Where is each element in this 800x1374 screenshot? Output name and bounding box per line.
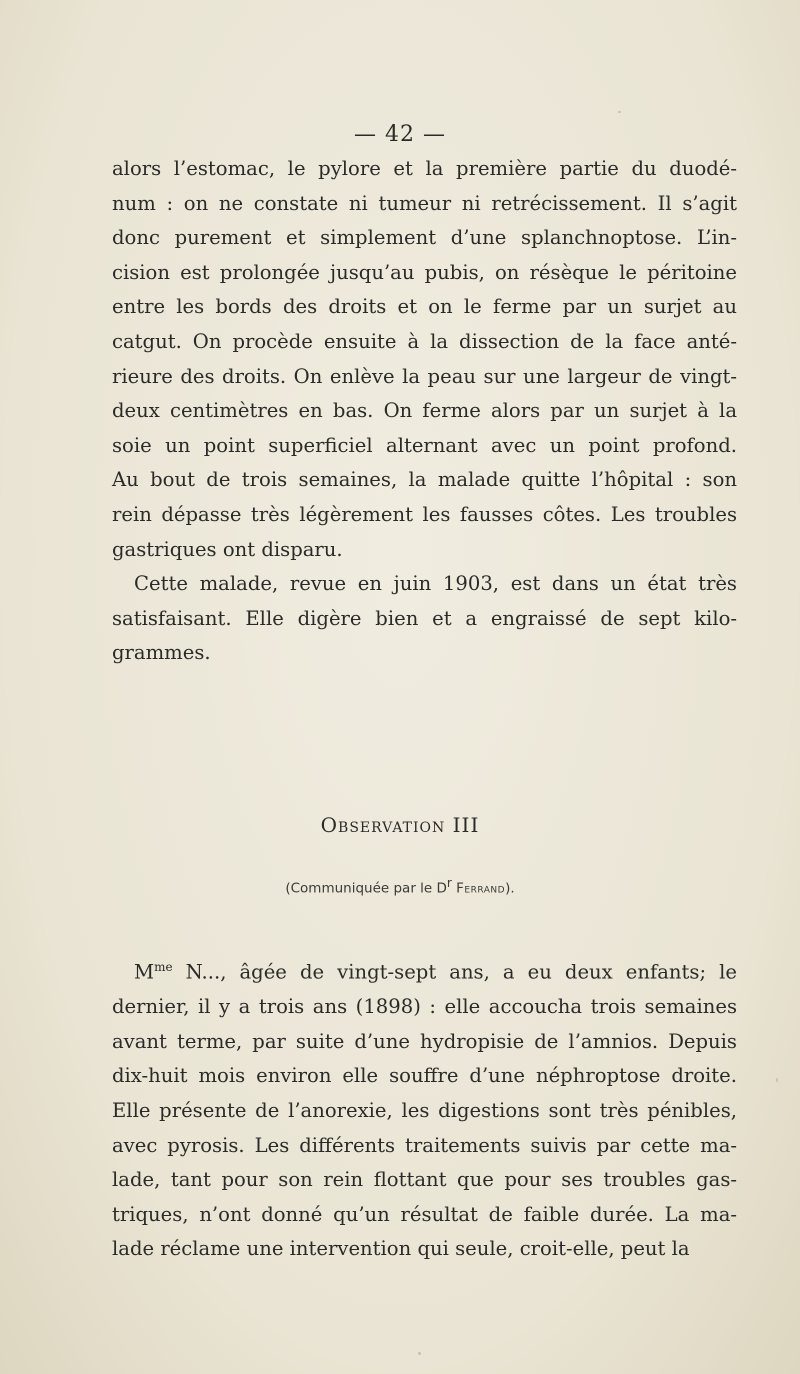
text-block-main [112, 152, 737, 671]
text-line: lade, tant pour son rein flottant que pour ses troubles gas- [112, 1168, 737, 1192]
observation-title-word: Observation [320, 813, 446, 837]
subtitle-sup: r [446, 876, 452, 890]
text-block-observation [112, 950, 737, 1267]
madame-sup: me [154, 960, 173, 974]
text-line: catgut. On procède ensuite à la dissection de la face anté- [112, 329, 737, 353]
text-line: dix-huit mois environ elle souffre d’une néphroptose droite. [112, 1064, 737, 1088]
text-line: entre les bords des droits et on le ferme par un surjet au [112, 295, 737, 319]
subtitle-name: Ferrand [456, 880, 506, 897]
paragraph-patient [112, 990, 737, 1267]
text-line: dernier, il y a trois ans (1898) : elle accoucha trois semaines [112, 995, 737, 1019]
text-line: avant terme, par suite d’une hydropisie de l’amnios. Depuis [112, 1029, 737, 1053]
paper-speck [418, 1352, 421, 1355]
text-line: alors l’estomac, le pylore et la première partie du duodé- [112, 157, 737, 180]
text-line: Cette malade, revue en juin 1903, est dans un état très [134, 572, 737, 596]
observation-title-number: III [452, 813, 480, 837]
text-line: Au bout de trois semaines, la malade quitte l’hôpital : son [112, 468, 737, 492]
paragraph-follow-up [112, 567, 737, 671]
paper-speck [776, 1078, 778, 1082]
text-line: donc purement et simplement d’une splanchnoptose. L’in- [112, 226, 737, 250]
text-line: rieure des droits. On enlève la peau sur une largeur de vingt- [112, 364, 737, 388]
paper-speck [618, 111, 621, 113]
paragraph-surgery [112, 152, 737, 567]
text-line: deux centimètres en bas. On ferme alors par un surjet à la [112, 399, 737, 423]
observation-heading [0, 813, 800, 837]
text-line: rein dépasse très légèrement les fausses côtes. Les troubles [112, 502, 737, 526]
page-number: — 42 — [354, 122, 446, 147]
text-line: lade réclame une intervention qui seule, croit-elle, peut la [112, 1237, 690, 1261]
text-line: satisfaisant. Elle digère bien et a engraissé de sept kilo- [112, 606, 737, 630]
text-line: cision est prolongée jusqu’au pubis, on résèque le péritoine [112, 260, 737, 284]
text-line: gastriques ont disparu. [112, 537, 343, 561]
text-line: triques, n’ont donné qu’un résultat de faible durée. La ma- [112, 1202, 737, 1226]
text-line: grammes. [112, 641, 211, 665]
text-line: soie un point superficiel alternant avec un point profond. [112, 433, 737, 457]
subtitle-close: ). [505, 880, 515, 897]
madame-prefix: M [134, 960, 155, 984]
text-line: avec pyrosis. Les différents traitements suivis par cette ma- [112, 1133, 737, 1157]
text-line [112, 950, 737, 990]
first-line-rest: N..., âgée de vingt-sept ans, a eu deux enfants; le [172, 960, 737, 984]
text-line: num : on ne constate ni tumeur ni retrécissement. Il s’agit [112, 191, 737, 215]
observation-subtitle [0, 876, 800, 897]
text-line: Elle présente de l’anorexie, les digestions sont très pénibles, [112, 1098, 737, 1122]
subtitle-open: (Communiquée par le D [285, 880, 447, 897]
